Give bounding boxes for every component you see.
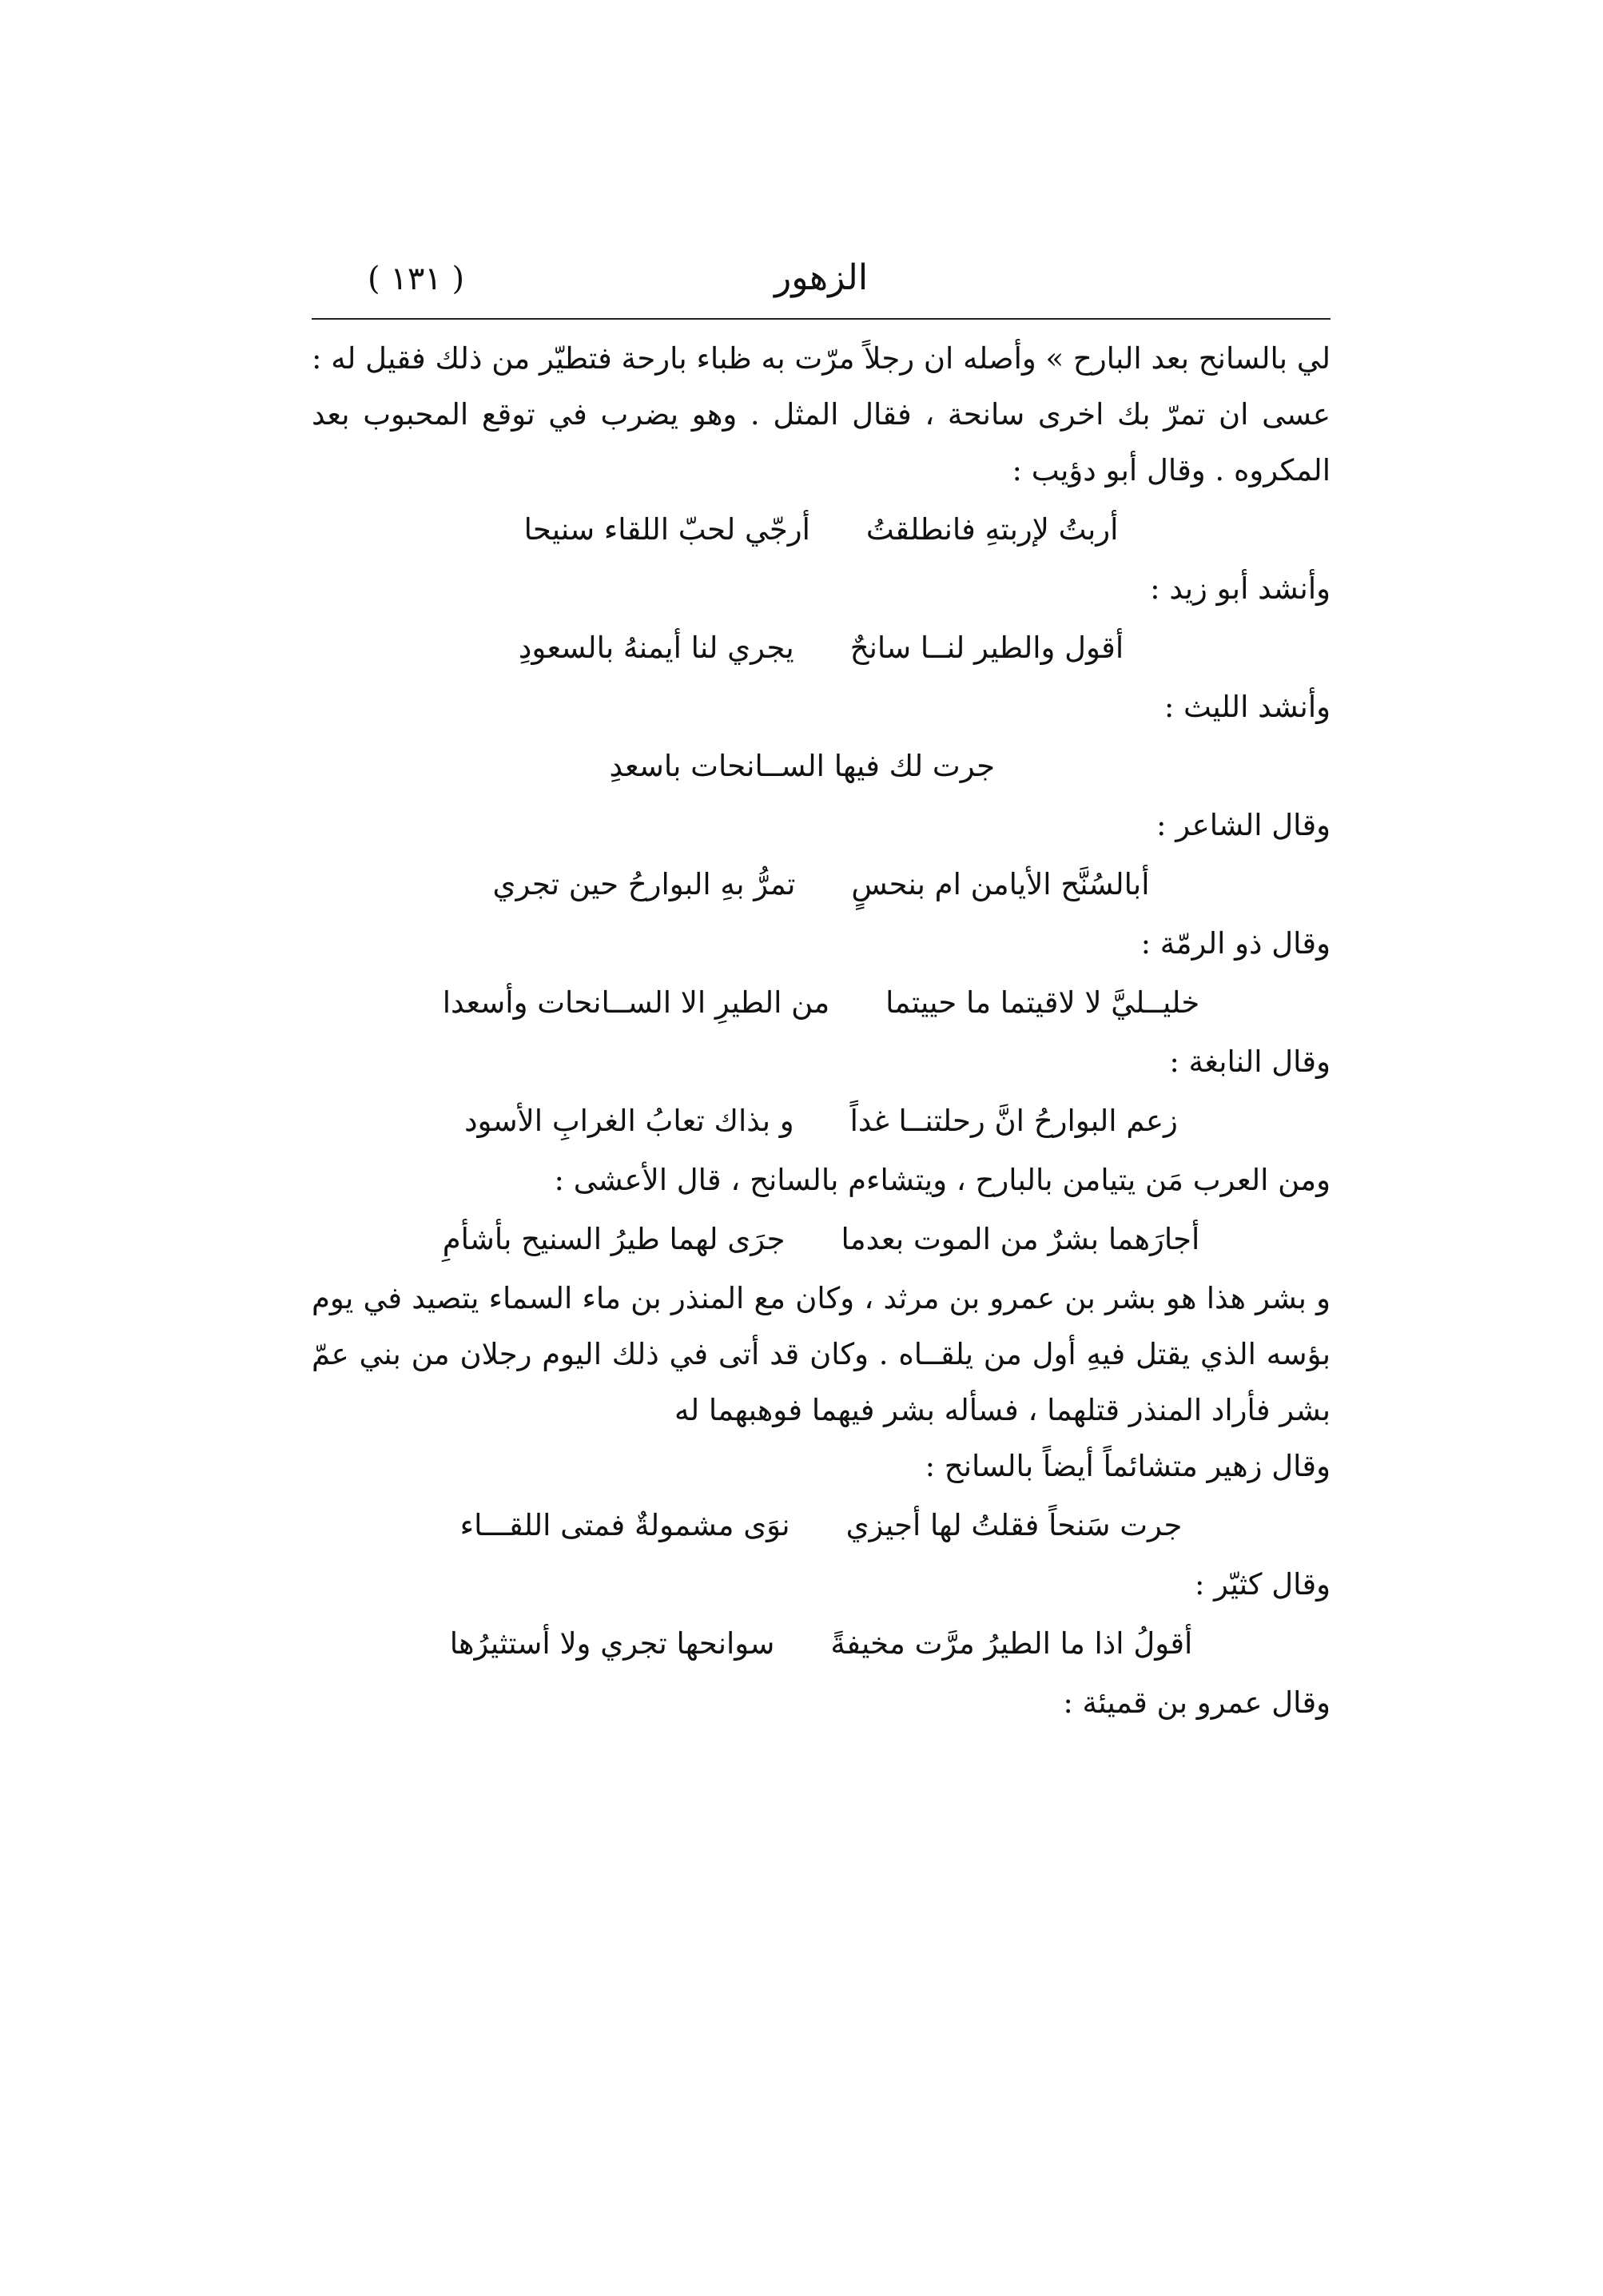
verse-introduction: وقال زهير متشائماً أيضاً بالسانح : xyxy=(925,1449,1331,1483)
verse-second-hemistich: و بذاك تعابُ الغرابِ الأسود xyxy=(464,1104,794,1138)
verse-second-hemistich: تمرُّ بهِ البوارحُ حين تجري xyxy=(492,867,796,901)
verse-line xyxy=(312,1208,1331,1271)
verse-second-hemistich: سوانحها تجري ولا أستثيرُها xyxy=(449,1626,775,1661)
verse-line xyxy=(312,1613,1331,1675)
verse-first-hemistich: زعم البوارحُ انَّ رحلتنــا غداً xyxy=(849,1104,1178,1138)
prose-paragraph: لي بالسانح بعد البارح » وأصله ان رجلاً مرّت به ظباء بارحة فتطيّر من ذلك فقيل له : عسى ان تمرّ بك اخرى سانحة ، فقال المثل . وهو يضرب في توقع المحبوب بعد المكروه . وقال أبو دؤيب : xyxy=(312,341,1331,487)
verse-line xyxy=(312,972,1331,1034)
verse-single-line: جرت لك فيها الســانحات باسعدِ xyxy=(609,749,995,783)
verse-line xyxy=(312,1090,1331,1152)
verse-first-hemistich: أقول والطير لنــا سانحٌ xyxy=(849,631,1124,665)
verse-introduction: وقال النابغة : xyxy=(1169,1045,1331,1079)
running-title: الزهور xyxy=(774,257,869,298)
verse-introduction: وقال الشاعر : xyxy=(1156,808,1331,842)
verse-introduction: وقال كثيّر : xyxy=(1194,1567,1331,1602)
page-body xyxy=(312,331,1331,1731)
verse-first-hemistich: أجارَهما بشرٌ من الموت بعدما xyxy=(841,1222,1200,1256)
verse-introduction: وقال عمرو بن قميئة : xyxy=(1063,1685,1331,1720)
header-rule xyxy=(312,318,1331,320)
verse-first-hemistich: أقولُ اذا ما الطيرُ مرَّت مخيفةً xyxy=(830,1626,1193,1661)
verse-first-hemistich: خليــليَّ لا لاقيتما ما حييتما xyxy=(885,985,1200,1020)
verse-introduction: وأنشد أبو زيد : xyxy=(1150,571,1331,606)
verse-first-hemistich: جرت سَنحاً فقلتُ لها أجيزي xyxy=(845,1508,1183,1542)
page-header xyxy=(312,256,1331,312)
verse-line xyxy=(312,499,1331,561)
verse-second-hemistich: يجري لنا أيمنهُ بالسعودِ xyxy=(518,631,794,665)
prose-paragraph: و بشر هذا هو بشر بن عمرو بن مرثد ، وكان مع المنذر بن ماء السماء يتصيد في يوم بؤسه الذي يقتل فيهِ أول من يلقــاه . وكان قد أتى في ذلك اليوم رجلان من بني عمّ بشر فأراد المنذر قتلهما ، فسأله بشر فيهما فوهبهما له xyxy=(312,1281,1331,1427)
verse-second-hemistich: جرَى لهما طيرُ السنيح بأشأمِ xyxy=(442,1222,786,1256)
verse-second-hemistich: من الطيرِ الا الســانحات وأسعدا xyxy=(442,985,830,1020)
page-number: ( ١٣١ ) xyxy=(368,261,465,297)
verse-first-hemistich: أبالسُنَّح الأيامن ام بنحسٍ xyxy=(851,867,1150,901)
verse-line xyxy=(312,1494,1331,1557)
verse-line xyxy=(312,854,1331,916)
verse-second-hemistich: أرجّي لحبّ اللقاء سنيحا xyxy=(523,512,810,547)
book-page xyxy=(312,256,1331,1731)
verse-line xyxy=(312,617,1331,679)
verse-introduction: ومن العرب مَن يتيامن بالبارح ، ويتشاءم بالسانح ، قال الأعشى : xyxy=(554,1163,1331,1197)
verse-second-hemistich: نوَى مشمولةٌ فمتى اللقـــاء xyxy=(459,1508,790,1542)
verse-introduction: وقال ذو الرمّة : xyxy=(1140,926,1331,961)
verse-introduction: وأنشد الليث : xyxy=(1163,690,1331,724)
verse-first-hemistich: أربتُ لإربتهِ فانطلقتُ xyxy=(865,512,1119,547)
